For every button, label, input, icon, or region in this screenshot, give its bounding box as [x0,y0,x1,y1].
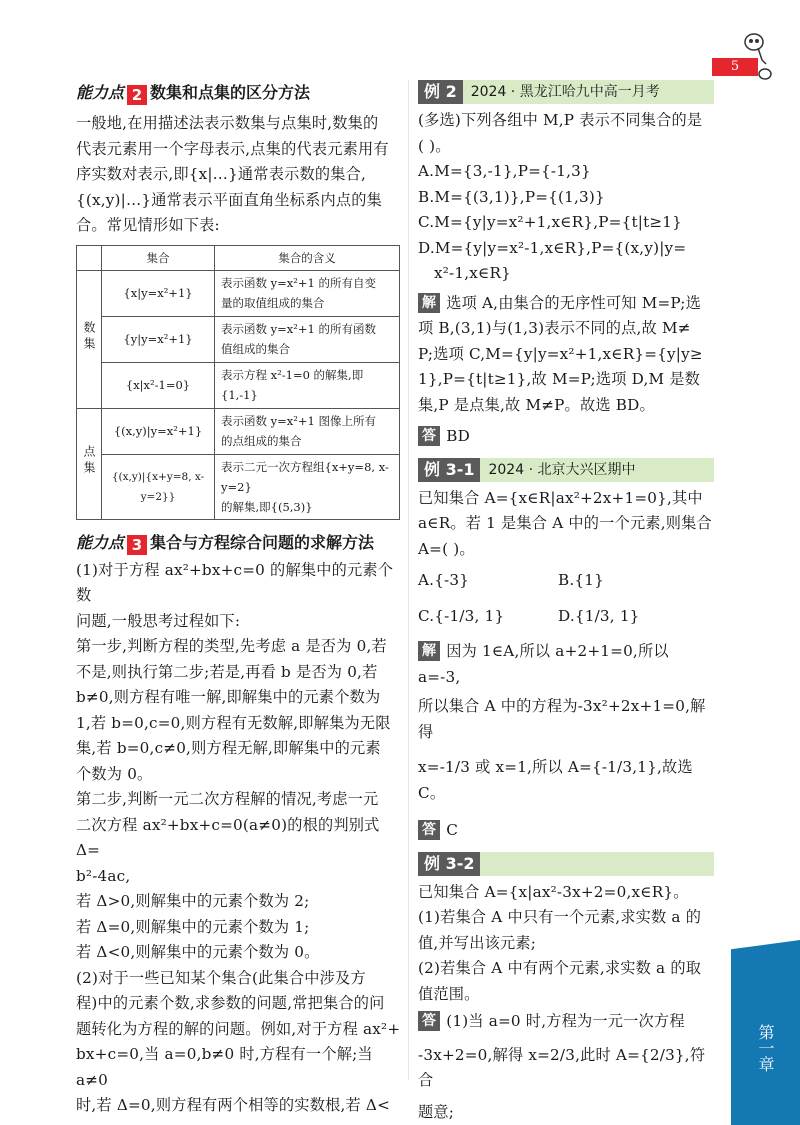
example-question [418,108,714,287]
heading-title: 集合与方程综合问题的求解方法 [150,532,375,552]
text-line: ( )。 [418,136,451,155]
column-divider [408,80,409,1080]
table-cell-set: {y|y=x²+1} [102,316,215,362]
text-line: 合。常见情形如下表: [76,216,220,234]
example-label: 例 3-1 [418,458,480,482]
text-line: 若 Δ<0,则解集中的元素个数为 0。 [76,943,320,961]
example-question [418,880,714,1008]
text-line: 所以集合 A 中的方程为-3x²+2x+1=0,解得 [418,697,706,741]
option-a: A.{-3} [418,571,470,589]
method-paragraph [76,558,401,1119]
group-label-text: 数集 [82,321,96,353]
text-line: 第二步,判断一元二次方程解的情况,考虑一元 [76,790,379,808]
text-line: 时,若 Δ=0,则方程有两个相等的实数根,若 Δ< [76,1096,391,1114]
example-header [418,852,714,876]
text-line: b²-4ac, [76,866,131,885]
table-cell-meaning [215,362,400,408]
example-answer [418,818,714,844]
solution-tag: 解 [418,641,440,661]
heading-number: 3 [127,535,147,555]
text-line: 1,若 b=0,c=0,则方程有无数解,即解集为无限 [76,713,391,732]
text-line: 项 B,(3,1)与(1,3)表示不同的点,故 M≠ [418,319,691,337]
text-line: A=( )。 [418,539,475,558]
answer-tag: 答 [418,1011,440,1031]
text-line: 1},P={t|t≥1},故 M=P;选项 D,M 是数 [418,370,701,388]
text-line: 因为 1∈A,所以 a+2+1=0,所以 a=-3, [418,642,669,686]
group-label-text: 点集 [82,444,96,477]
example-header [418,458,714,482]
text-line: 一般地,在用描述法表示数集与点集时,数集的 [76,114,379,132]
right-column [418,80,714,1125]
text-line: 个数为 0。 [76,764,153,783]
option-line: D.M={y|y=x²-1,x∈R},P={(x,y)|y= [418,238,687,257]
table-cell-meaning [215,316,400,362]
text-line: 问题,一般思考过程如下: [76,611,241,630]
text-line: 程)中的元素个数,求参数的问题,常把集合的问 [76,994,385,1012]
section-heading-2 [76,80,401,106]
table-group-label [77,408,102,519]
example-label: 例 2 [418,80,463,104]
heading-number: 2 [127,85,147,105]
cell-line: 的点组成的集合 [221,434,302,448]
text-line: 已知集合 A={x|ax²-3x+2=0,x∈R}。 [418,882,689,901]
option-line: x²-1,x∈R} [434,264,511,282]
cell-line: 表示函数 y=x²+1 的所有自变 [221,276,376,290]
text-line: 不是,则执行第二步;若是,再看 b 是否为 0,若 [76,662,378,681]
example-answer [418,424,714,450]
text-line: 值,并写出该元素; [418,933,537,952]
example-source: 2024 · 黑龙江哈九中高一月考 [470,84,660,100]
cell-line: 表示函数 y=x²+1 图像上所有 [221,414,376,428]
cell-line: 表示函数 y=x²+1 的所有函数 [221,322,376,336]
table-corner [77,245,102,270]
text-line: 值范围。 [418,984,480,1003]
answer-tag: 答 [418,426,440,446]
heading-title: 数集和点集的区分方法 [150,83,311,102]
text-line: (1)若集合 A 中只有一个元素,求实数 a 的 [418,908,702,926]
text-line: (1)对于方程 ax²+bx+c=0 的解集中的元素个数 [76,560,394,604]
table-header: 集合的含义 [215,245,400,270]
table-cell-set: {x|y=x²+1} [102,270,215,316]
option-c: C.{-1/3, 1} [418,606,505,625]
example-answer [418,1009,714,1125]
option-row [418,568,714,594]
table-cell-set: {(x,y)|y=x²+1} [102,408,215,454]
table-cell-meaning [215,270,400,316]
text-line: (2)若集合 A 中有两个元素,求实数 a 的取 [418,959,702,977]
cell-line: 表示二元一次方程组{x+y=8, x-y=2} [221,459,389,494]
option-line: B.M={(3,1)},P={(1,3)} [418,187,605,206]
table-cell-set: {(x,y)|{x+y=8, x-y=2}} [102,454,215,519]
text-line: (1)当 a=0 时,方程为一元一次方程 [446,1012,685,1030]
chapter-tab-label: 第一章 [756,1024,775,1072]
text-line: 若 Δ>0,则解集中的元素个数为 2; [76,892,310,910]
section-heading-3 [76,530,401,556]
solution-tag: 解 [418,293,440,313]
option-line: C.M={y|y=x²+1,x∈R},P={t|t≥1} [418,213,683,231]
option-d: D.{1/3, 1} [558,606,640,625]
text-line: (2)对于一些已知某个集合(此集合中涉及方 [76,968,366,987]
text-line: 集,若 b=0,c≠0,则方程无解,即解集中的元素 [76,739,381,757]
example-solution [418,639,714,806]
answer-text: BD [446,427,470,445]
text-line: x=-1/3 或 x=1,所以 A={-1/3,1},故选 C。 [418,758,693,802]
heading-prefix: 能力点 [76,532,125,552]
cell-line: 表示方程 x²-1=0 的解集,即 [221,368,364,382]
example-source: 2024 · 北京大兴区期中 [488,461,636,478]
table-cell-meaning [215,454,400,519]
text-line: a∈R。若 1 是集合 A 中的一个元素,则集合 [418,514,712,532]
text-line: 第一步,判断方程的类型,先考虑 a 是否为 0,若 [76,637,387,655]
heading-prefix: 能力点 [76,83,125,102]
cell-line: 量的取值组成的集合 [221,296,325,310]
table-cell-set: {x|x²-1=0} [102,362,215,408]
example-question [418,486,714,563]
table-cell-meaning [215,408,400,454]
text-line: P;选项 C,M={y|y=x²+1,x∈R}={y|y≥ [418,344,703,363]
text-line: bx+c=0,当 a=0,b≠0 时,方程有一个解;当 a≠0 [76,1045,373,1089]
example-label: 例 3-2 [418,852,480,876]
text-line: 选项 A,由集合的无序性可知 M=P;选 [446,293,701,312]
text-line: 代表元素用一个字母表示,点集的代表元素用有 [76,139,389,158]
text-line: 序实数对表示,即{x|…}通常表示数的集合, [76,165,367,183]
text-line: 已知集合 A={x∈R|ax²+2x+1=0},其中 [418,488,703,507]
answer-text: C [446,821,459,839]
option-line: A.M={3,-1},P={-1,3} [418,162,591,180]
option-b: B.{1} [558,571,604,589]
example-header [418,80,714,104]
text-line: -3x+2=0,解得 x=2/3,此时 A={2/3},符合 [418,1045,706,1089]
cell-line: 值组成的集合 [221,342,290,356]
text-line: b≠0,则方程有唯一解,即解集中的元素个数为 [76,688,381,706]
text-line: 集,P 是点集,故 M≠P。故选 BD。 [418,395,655,414]
table-group-label [77,270,102,408]
answer-tag: 答 [418,820,440,840]
text-line: 二次方程 ax²+bx+c=0(a≠0)的根的判别式 Δ= [76,815,380,859]
cell-line: 的解集,即{(5,3)} [221,499,313,514]
set-comparison-table [76,245,400,520]
text-line: {(x,y)|…}通常表示平面直角坐标系内点的集 [76,190,383,209]
text-line: 若 Δ=0,则解集中的元素个数为 1; [76,917,310,936]
table-header: 集合 [102,245,215,270]
option-row [418,604,714,630]
example-solution [418,291,714,419]
intro-paragraph [76,111,401,239]
page-number: 5 [730,59,740,74]
cartoon-icon [738,30,778,92]
text-line: 题转化为方程的解的问题。例如,对于方程 ax²+ [76,1019,401,1038]
text-line: 题意; [418,1102,455,1121]
text-line: (多选)下列各组中 M,P 表示不同集合的是 [418,111,703,129]
left-column [76,80,401,1119]
cell-line: {1,-1} [221,388,258,402]
